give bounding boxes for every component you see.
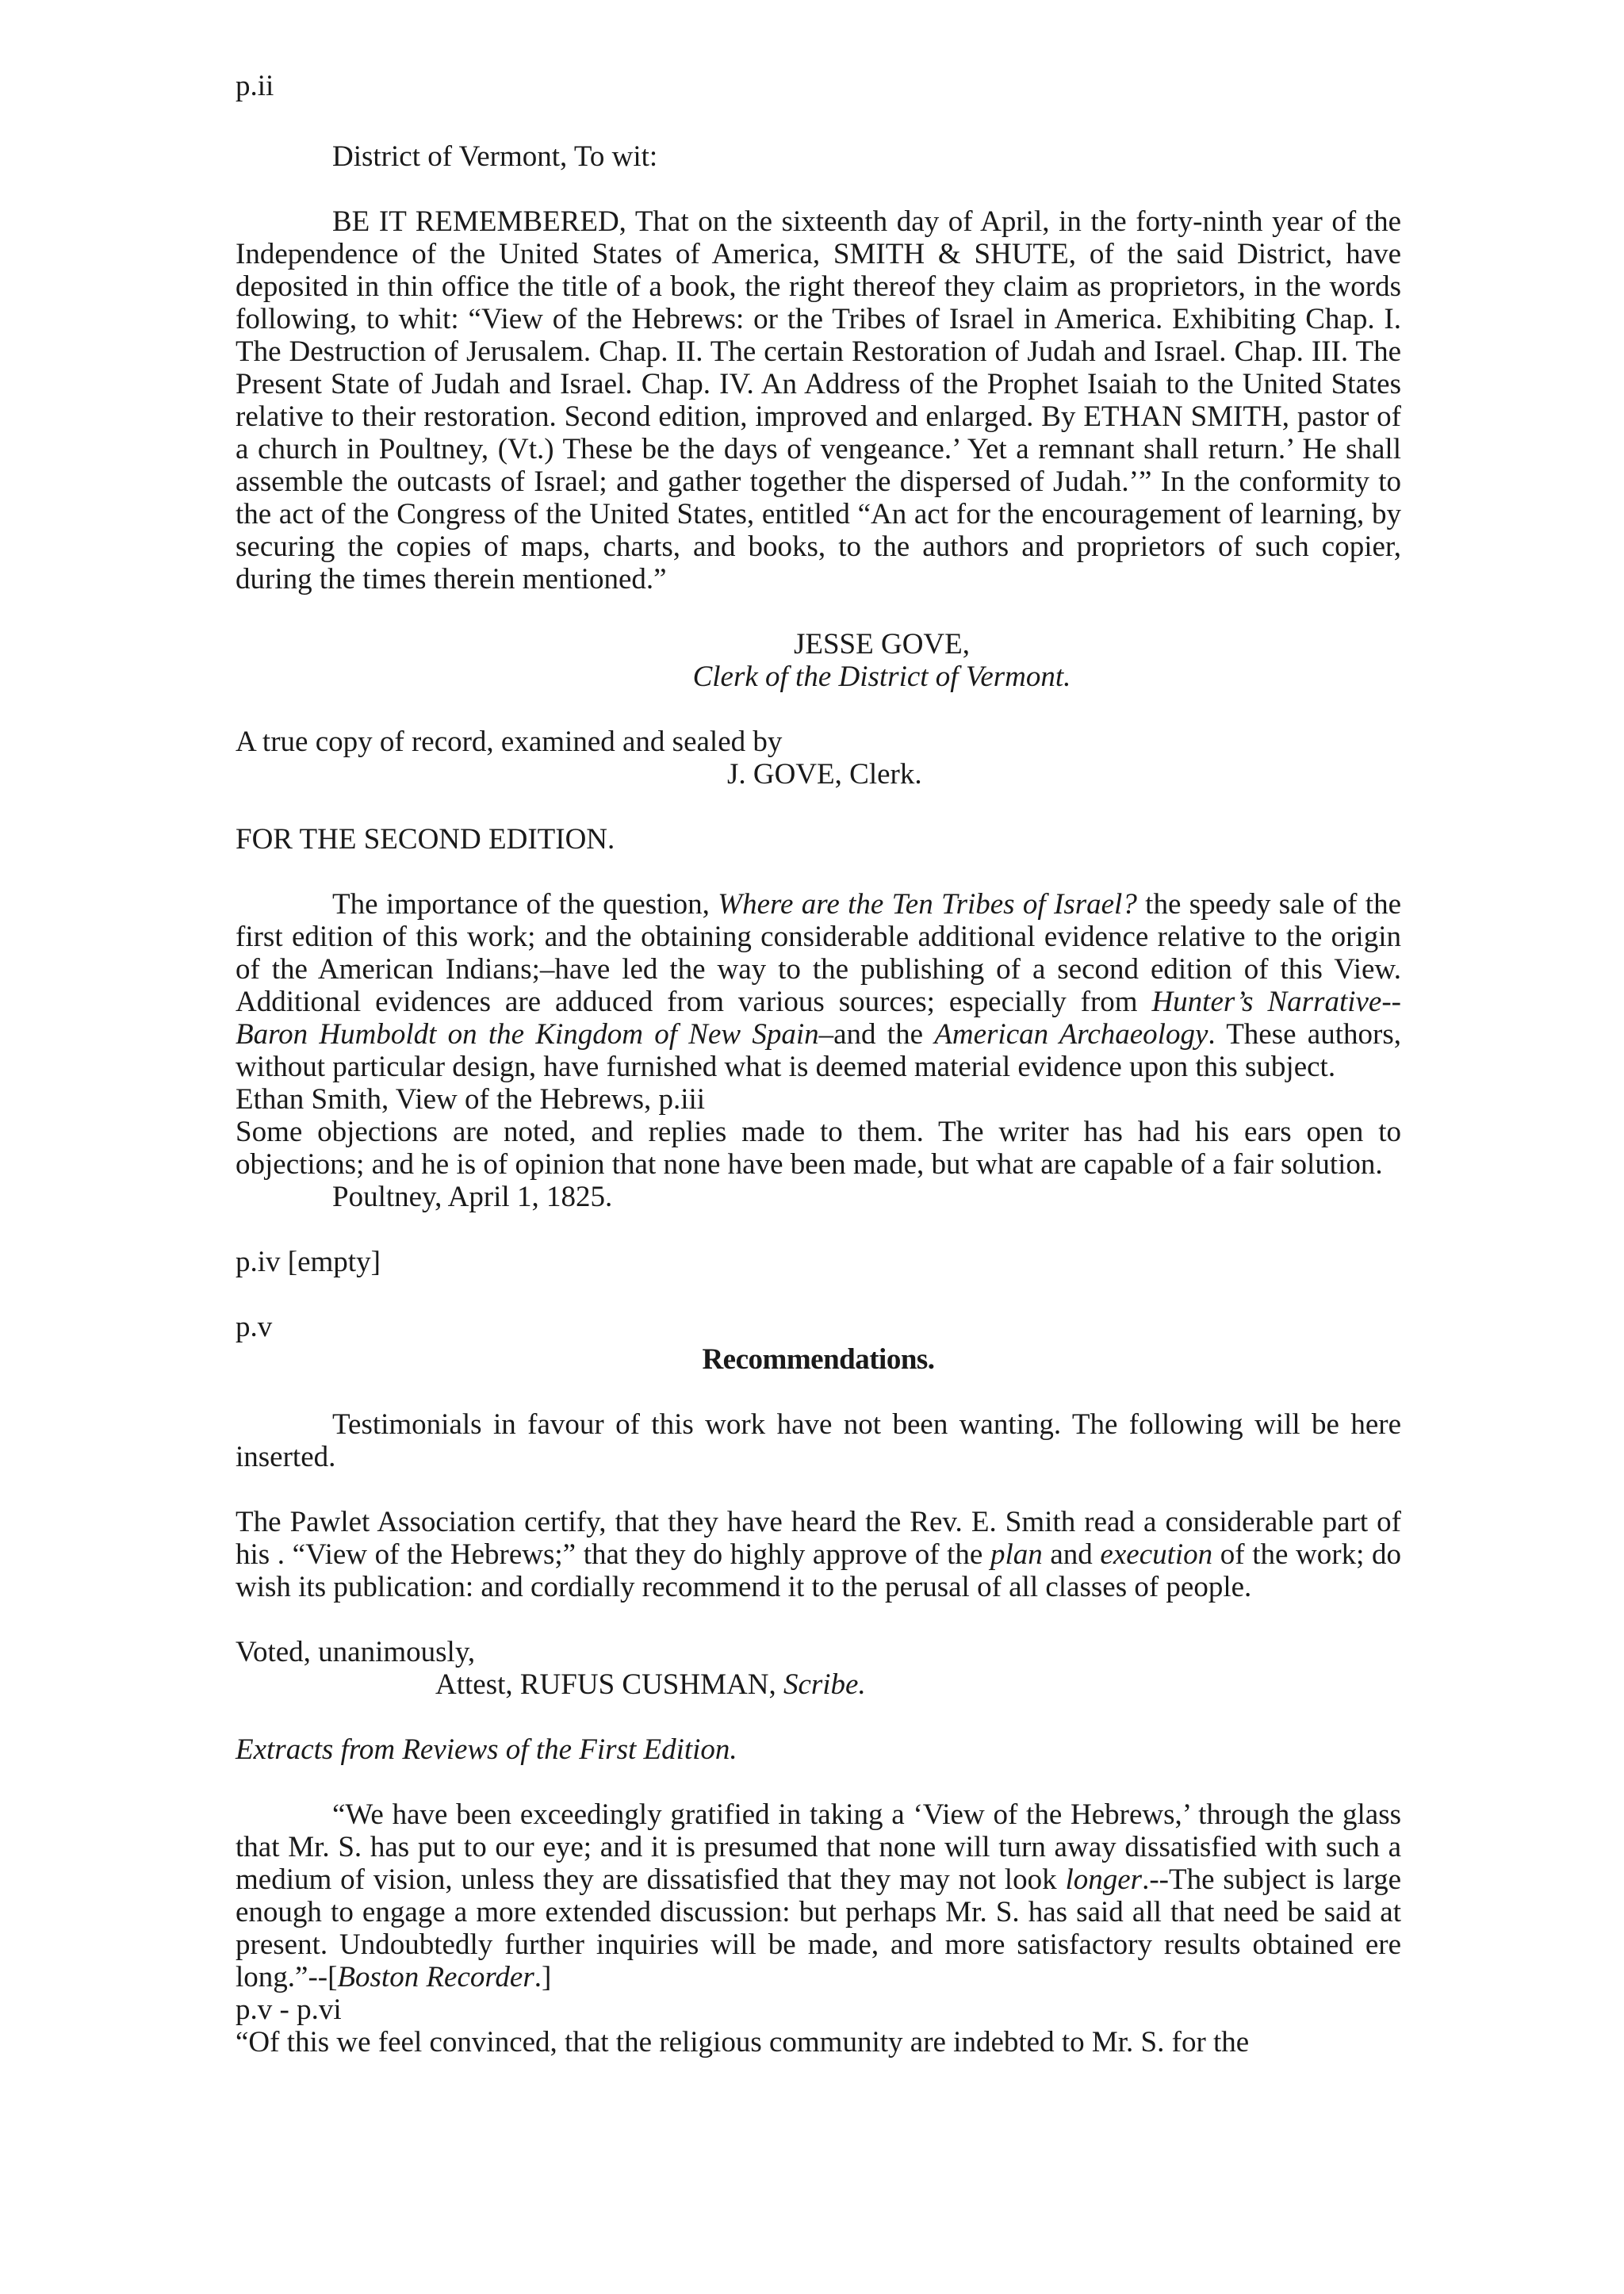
second-edition-heading: FOR THE SECOND EDITION.	[236, 823, 615, 856]
review-text-1: “We have been exceedingly gratified in taking a ‘View of the Hebrews,’ through the glass that Mr. S. has put to our eye; and it is presumed that none will turn away dissatisfied with such a medium of vision, unless they are dissatisfied that they may not look	[236, 1798, 1401, 1896]
attest-scribe: Scribe.	[783, 1668, 866, 1701]
voted-line: Voted, unanimously,	[236, 1636, 476, 1668]
importance-italic-question: Where are the Ten Tribes of Israel?	[718, 888, 1137, 921]
objections-paragraph: Some objections are noted, and replies made to them. The writer has had his ears open to objections; and he is of opinion that none have been made, but what are capable of a fair solution.	[236, 1116, 1401, 1181]
importance-text-4: . These authors, without particular design, have furnished what is deemed material evidence upon this subject.	[236, 1018, 1401, 1083]
review-paragraph	[236, 1798, 1401, 1993]
district-heading: District of Vermont, To wit:	[332, 140, 658, 173]
extracts-heading: Extracts from Reviews of the First Edition.	[236, 1733, 737, 1766]
clerk-name: JESSE GOVE,	[793, 628, 971, 661]
review-text-3: .]	[534, 1961, 552, 1993]
importance-italic-archaeology: American Archaeology	[934, 1018, 1208, 1051]
recommendations-heading: Recommendations.	[702, 1343, 935, 1376]
importance-text-1: The importance of the question,	[332, 888, 718, 921]
convinced-paragraph: “Of this we feel convinced, that the religious community are indebted to Mr. S. for the	[236, 2026, 1250, 2058]
pawlet-text-2: and	[1042, 1538, 1101, 1571]
true-copy-line: A true copy of record, examined and sealed by	[236, 726, 783, 758]
page-marker-ii: p.ii	[236, 70, 274, 102]
running-head: Ethan Smith, View of the Hebrews, p.iii	[236, 1083, 706, 1116]
testimonials-paragraph: Testimonials in favour of this work have not been wanting. The following will be here inserted.	[236, 1408, 1401, 1473]
pawlet-text-3: of the work; do wish its publication: and cordially recommend it to the perusal of all classes of people.	[236, 1538, 1401, 1603]
review-text-2: .--The subject is large enough to engage a more extended discussion: but perhaps Mr. S. has said all that need be said at present. Undoubtedly further inquiries will be made, and more satisfactory results obtained ere long.”--[	[236, 1863, 1401, 1993]
pawlet-text-1: The Pawlet Association certify, that they have heard the Rev. E. Smith read a considerable part of his . “View of the Hebrews;” that they do highly approve of the	[236, 1506, 1401, 1571]
importance-italic-hunter: Hunter’s Narrative--Baron Humboldt on the Kingdom of New Spain	[236, 986, 1401, 1051]
importance-text-3: –and the	[818, 1018, 935, 1051]
attest-text: Attest, RUFUS CUSHMAN,	[435, 1668, 783, 1701]
pawlet-paragraph	[236, 1506, 1401, 1603]
pawlet-italic-plan: plan	[990, 1538, 1043, 1571]
page-marker-iv: p.iv [empty]	[236, 1246, 381, 1278]
pawlet-italic-execution: execution	[1100, 1538, 1213, 1571]
clerk-title: Clerk of the District of Vermont.	[692, 661, 1071, 693]
page-marker-v: p.v	[236, 1311, 273, 1343]
review-italic-recorder: Boston Recorder	[337, 1961, 534, 1993]
importance-paragraph	[236, 888, 1401, 1083]
importance-text-2: the speedy sale of the first edition of this work; and the obtaining considerable additional evidence relative to the origin of the American Indians;–have led the way to the publishing of a second edition of this View. Additional evidences are adduced from various sources; especially from	[236, 888, 1401, 1018]
poultney-date: Poultney, April 1, 1825.	[332, 1181, 613, 1213]
document-page	[236, 70, 1401, 2058]
attest-line	[236, 1668, 1401, 1701]
page-marker-v-vi: p.v - p.vi	[236, 1993, 342, 2026]
gove-clerk-signature: J. GOVE, Clerk.	[727, 758, 922, 791]
review-italic-longer: longer	[1065, 1863, 1143, 1896]
copyright-paragraph: BE IT REMEMBERED, That on the sixteenth day of April, in the forty-ninth year of the Independence of the United States of America, SMITH & SHUTE, of the said District, have deposited in thin office the title of a book, the right thereof they claim as proprietors, in the words following, to whit: “View of the Hebrews: or the Tribes of Israel in America. Exhibiting Chap. I. The Destruction of Jerusalem. Chap. II. The certain Restoration of Judah and Israel. Chap. III. The Present State of Judah and Israel. Chap. IV. An Address of the Prophet Isaiah to the United States relative to their restoration. Second edition, improved and enlarged. By ETHAN SMITH, pastor of a church in Poultney, (Vt.) These be the days of vengeance.’ Yet a remnant shall return.’ He shall assemble the outcasts of Israel; and gather together the dispersed of Judah.’” In the conformity to the act of the Congress of the United States, entitled “An act for the encouragement of learning, by securing the copies of maps, charts, and books, to the authors and proprietors of such copier, during the times therein mentioned.”	[236, 205, 1401, 596]
